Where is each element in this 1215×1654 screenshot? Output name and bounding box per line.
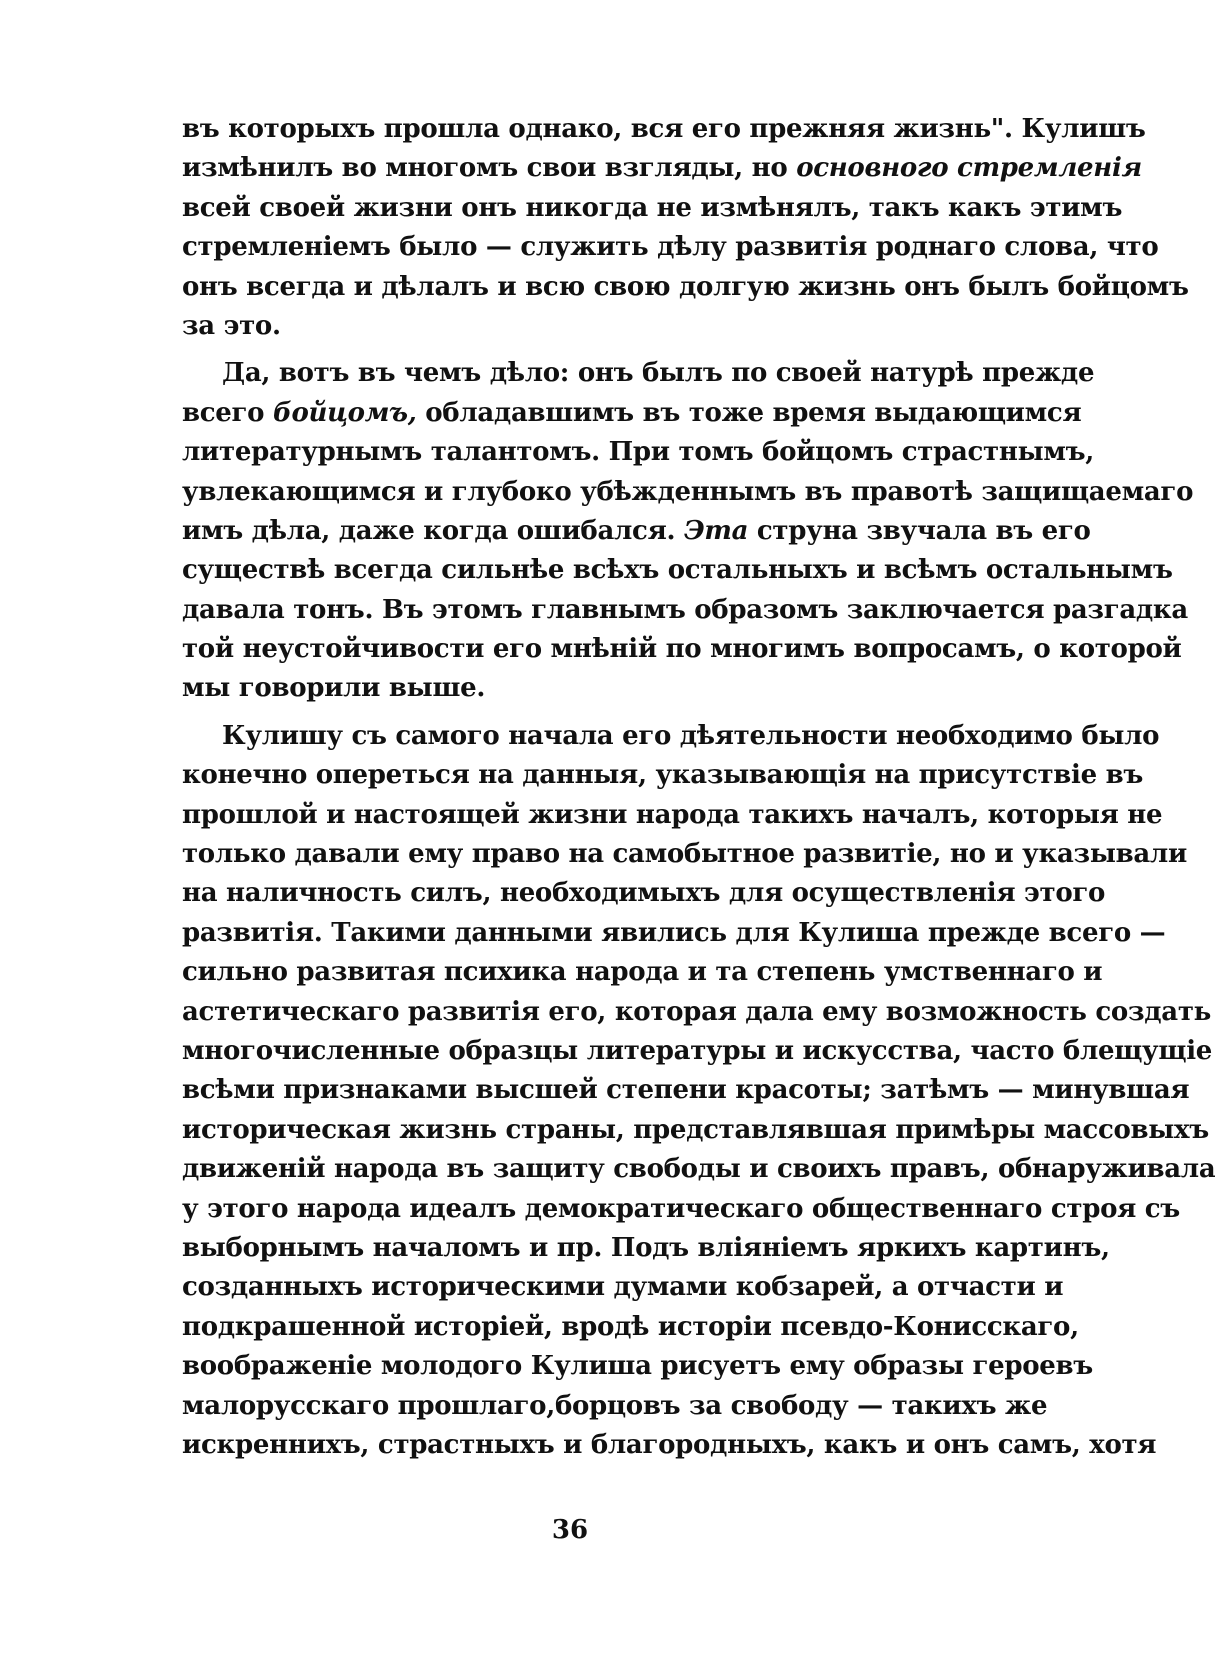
text-line: развитія. Такими данными явились для Кулиша прежде всего —	[182, 917, 1166, 948]
text-line: на наличность силъ, необходимыхъ для осуществленія этого	[182, 878, 1106, 909]
text-line: имъ дѣла, даже когда ошибался. Эта струна звучала въ его	[182, 515, 1091, 546]
text-line: стремленіемъ было — служить дѣлу развитія роднаго слова, что	[182, 232, 1159, 263]
text-line: малорусскаго прошлаго,борцовъ за свободу — такихъ же	[182, 1390, 1048, 1421]
page-body	[182, 110, 1215, 1465]
text-line: многочисленные образцы литературы и искусства, часто блещущіе	[182, 1035, 1213, 1066]
text-line: астетическаго развитія его, которая дала ему возможность создать	[182, 996, 1211, 1027]
text-line: Да, вотъ въ чемъ дѣло: онъ былъ по своей натурѣ прежде	[222, 358, 1095, 389]
paragraph-2	[182, 354, 1194, 709]
text-line: всей своей жизни онъ никогда не измѣнялъ, такъ какъ этимъ	[182, 192, 1123, 223]
emphasis-text: основного стремленія	[796, 153, 1142, 184]
text-line: у этого народа идеалъ демократическаго общественнаго строя съ	[182, 1193, 1180, 1224]
paragraph-3	[182, 717, 1215, 1465]
text-line: сильно развитая психика народа и та степень умственнаго и	[182, 957, 1103, 988]
text-line: увлекающимся и глубоко убѣжденнымъ въ правотѣ защищаемаго	[182, 476, 1194, 507]
text-line: конечно опереться на данныя, указывающія на присутствіе въ	[182, 760, 1144, 791]
emphasis-text: бойцомъ,	[272, 397, 417, 428]
text-line: мы говорили выше.	[182, 673, 486, 704]
text-line: подкрашенной исторіей, вродѣ исторіи псевдо-Конисскаго,	[182, 1311, 1079, 1342]
paragraph-1	[182, 110, 1189, 346]
emphasis-text: Эта	[684, 515, 749, 546]
text-line: выборнымъ началомъ и пр. Подъ вліяніемъ яркихъ картинъ,	[182, 1232, 1110, 1263]
text-line: литературнымъ талантомъ. При томъ бойцомъ страстнымъ,	[182, 437, 1095, 468]
text-line: измѣнилъ во многомъ свои взгляды, но основного стремленія	[182, 153, 1142, 184]
text-line: той неустойчивости его мнѣній по многимъ вопросамъ, о которой	[182, 634, 1182, 665]
text-line: давала тонъ. Въ этомъ главнымъ образомъ заключается разгадка	[182, 594, 1188, 625]
text-line: созданныхъ историческими думами кобзарей, а отчасти и	[182, 1272, 1064, 1303]
text-line: за это.	[182, 310, 281, 341]
text-line: искреннихъ, страстныхъ и благородныхъ, какъ и онъ самъ, хотя	[182, 1429, 1157, 1460]
text-line: въ которыхъ прошла однако, вся его прежняя жизнь". Кулишъ	[182, 114, 1146, 144]
text-line: онъ всегда и дѣлалъ и всю свою долгую жизнь онъ былъ бойцомъ	[182, 271, 1189, 302]
page-number: 36	[551, 1515, 589, 1545]
text-line: прошлой и настоящей жизни народа такихъ началъ, которыя не	[182, 799, 1163, 830]
text-line: только давали ему право на самобытное развитіе, но и указывали	[182, 839, 1187, 870]
text-line: всего бойцомъ, обладавшимъ въ тоже время выдающимся	[182, 397, 1082, 428]
text-line: движеній народа въ защиту свободы и своихъ правъ, обнаруживала	[182, 1154, 1215, 1185]
text-line: всѣми признаками высшей степени красоты; затѣмъ — минувшая	[182, 1075, 1190, 1106]
text-line: историческая жизнь страны, представлявшая примѣры массовыхъ	[182, 1114, 1209, 1145]
text-line: Кулишу съ самого начала его дѣятельности необходимо было	[222, 720, 1160, 751]
text-line: существѣ всегда сильнѣе всѣхъ остальныхъ и всѣмъ остальнымъ	[182, 555, 1173, 586]
text-line: воображеніе молодого Кулиша рисуетъ ему образы героевъ	[182, 1351, 1093, 1382]
